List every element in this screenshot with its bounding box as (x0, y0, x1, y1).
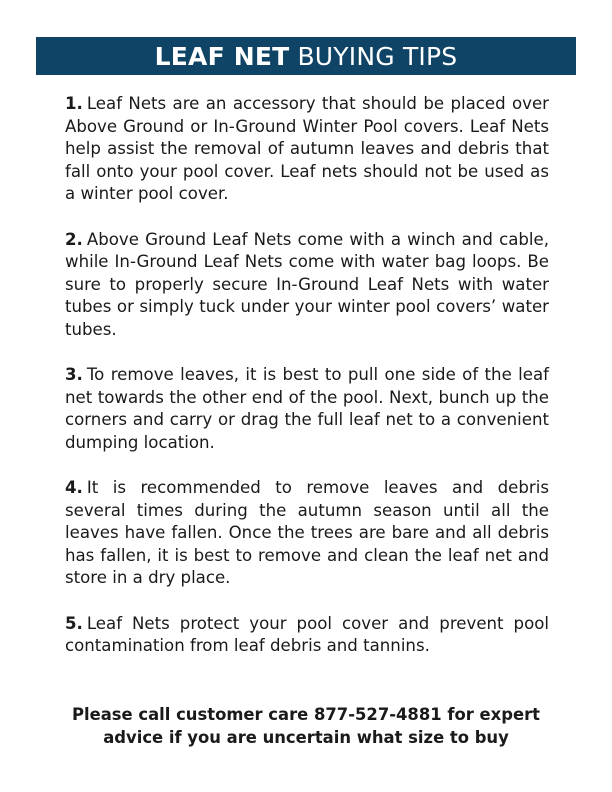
customer-care-note (56, 704, 556, 749)
tip-text: Above Ground Leaf Nets come with a winch and cable, while In-Ground Leaf Nets come with water bag loops. Be sure to properly secure In-Ground Leaf Nets with water tubes or simply tuck under your winter pool covers’ water tubes. (65, 229, 549, 339)
tip-3 (65, 364, 549, 454)
footer-line-2: advice if you are uncertain what size to buy (103, 727, 509, 747)
title-bold: LEAF NET (154, 41, 290, 71)
tip-text: Leaf Nets are an accessory that should be placed over Above Ground or In-Ground Winter Pool covers. Leaf Nets help assist the removal of autumn leaves and debris that fall onto your pool cover. Leaf nets should not be used as a winter pool cover. (65, 94, 549, 204)
tip-number: 1. (65, 94, 83, 113)
tip-5 (65, 613, 549, 658)
footer-line-1: Please call customer care 877-527-4881 for expert (71, 705, 540, 724)
tip-number: 4. (65, 478, 83, 498)
tip-number: 5. (65, 613, 83, 633)
tip-4 (65, 477, 549, 590)
tip-number: 2. (65, 229, 83, 249)
tip-1 (65, 93, 549, 206)
tip-text: It is recommended to remove leaves and debris several times during the autumn season until all the leaves have fallen. Once the trees are bare and all debris has fallen, it is best to remove and clean the leaf net and store in a dry place. (65, 478, 549, 588)
tip-number: 3. (65, 365, 83, 385)
tip-text: Leaf Nets protect your pool cover and prevent pool contamination from leaf debris and tannins. (65, 613, 549, 656)
tip-text: To remove leaves, it is best to pull one side of the leaf net towards the other end of the pool. Next, bunch up the corners and carry or drag the full leaf net to a convenient dumping location. (65, 365, 549, 452)
tip-2 (65, 229, 549, 342)
title-light: BUYING TIPS (297, 41, 458, 71)
tips-list (65, 93, 549, 680)
title-banner (36, 37, 576, 75)
